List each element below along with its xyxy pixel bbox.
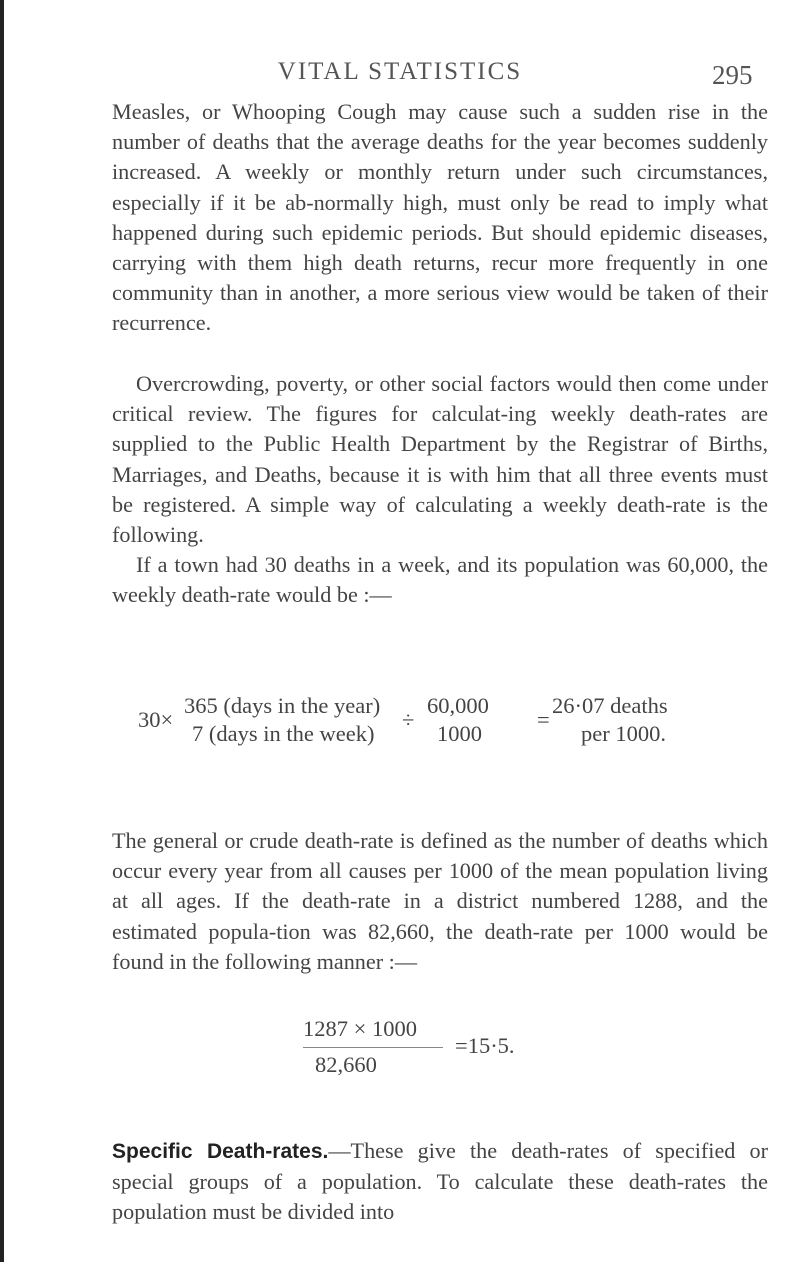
formula-weekly-death-rate	[112, 693, 712, 769]
formula-result-top: 26·07 deaths	[552, 693, 668, 718]
paragraph-specific	[112, 1136, 768, 1228]
running-header: VITAL STATISTICS	[277, 58, 523, 85]
formula-numerator: 1287 × 1000	[303, 1016, 417, 1041]
section-heading: Specific Death-rates.	[112, 1140, 329, 1163]
formula-operator: ÷	[402, 707, 415, 732]
paragraph-text: Overcrowding, poverty, or other social factors would then come under critical review. The figures for calculat-ing weekly death-rates are supplied to the Public Health Department by the Registrar of Births, Marriages, and Deaths, because it is with him that all three events must be registered. A simple way of calculating a weekly death-rate is the following.	[112, 371, 768, 548]
paragraph-text: If a town had 30 deaths in a week, and its population was 60,000, the weekly death-rate would be :—	[112, 552, 768, 608]
paragraph-intro	[112, 97, 768, 339]
paragraph-overcrowding	[112, 369, 768, 611]
formula-crude-death-rate	[303, 1016, 663, 1088]
page-edge-rule	[0, 0, 4, 1262]
paragraph-text	[112, 1136, 768, 1228]
formula-equals: =	[537, 707, 550, 732]
paragraph-text: The general or crude death-rate is defined as the number of deaths which occur every year from all causes per 1000 of the mean population living at all ages. If the death-rate in a district numbered 1288, and the estimated popula-tion was 82,660, the death-rate per 1000 would be found in the following manner :—	[112, 828, 768, 974]
formula-denominator: 1000	[437, 721, 482, 746]
paragraph-text: Measles, or Whooping Cough may cause such a sudden rise in the number of deaths that the average deaths for the year becomes suddenly increased. A weekly or monthly return under such circumstances, especially if it be ab-normally high, must only be read to imply what happened during such epidemic periods. But should epidemic diseases, carrying with them high death returns, recur more frequently in one community than in another, a more serious view would be taken of their recurrence.	[112, 99, 768, 336]
page-number: 295	[712, 60, 753, 90]
paragraph-general	[112, 826, 768, 977]
formula-result-bottom: per 1000.	[581, 721, 666, 746]
formula-result: =15·5.	[455, 1033, 515, 1058]
formula-denominator: 7 (days in the week)	[192, 721, 375, 746]
fraction-bar	[303, 1047, 443, 1048]
formula-numerator: 60,000	[427, 693, 489, 718]
formula-lead: 30×	[138, 707, 174, 732]
paragraph-body: —These give the death-rates of specified or special groups of a population. To calculate these death-rates the population must be divided into	[112, 1138, 768, 1225]
formula-numerator: 365 (days in the year)	[184, 693, 381, 718]
formula-denominator: 82,660	[315, 1052, 377, 1077]
